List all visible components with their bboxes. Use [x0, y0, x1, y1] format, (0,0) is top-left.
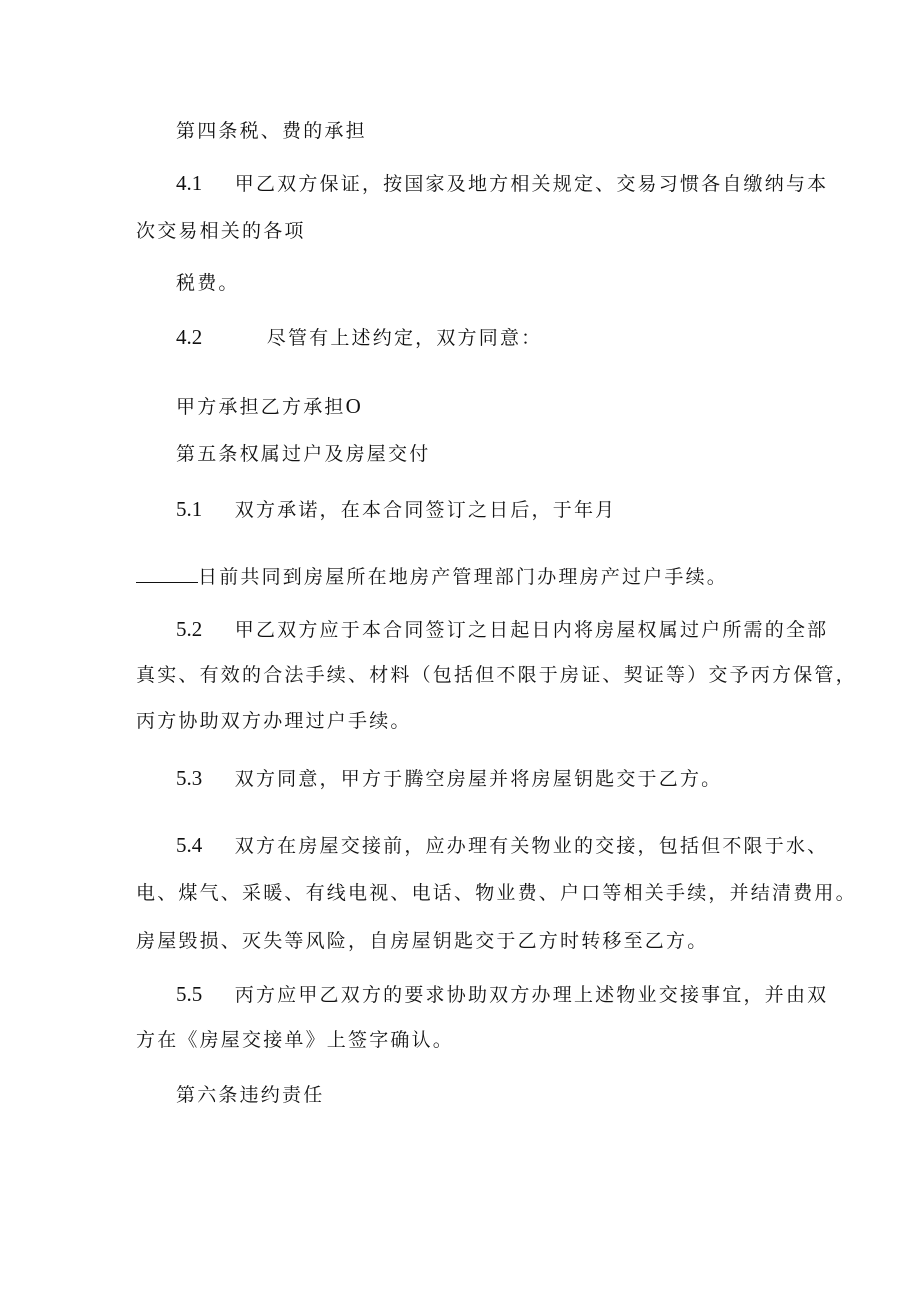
- clause-4-2: [176, 324, 542, 351]
- clause-4-1-line-1: [176, 170, 828, 197]
- clause-5-4-line-3: 房屋毁损、灭失等风险，自房屋钥匙交于乙方时转移至乙方。: [136, 930, 709, 952]
- clause-5-3: [176, 765, 722, 792]
- clause-number: 5.4: [176, 833, 203, 857]
- blank-underline: [136, 564, 198, 583]
- clause-number: 4.2: [176, 325, 203, 349]
- clause-number: 5.1: [176, 497, 203, 521]
- clause-5-2-line-3: 丙方协助双方办理过户手续。: [136, 710, 412, 732]
- clause-5-1-line-1: [176, 496, 616, 523]
- clause-text: 尽管有上述约定，双方同意：: [266, 327, 543, 349]
- clause-5-2-line-2: 真实、有效的合法手续、材料（包括但不限于房证、契证等）交予丙方保管，: [136, 664, 857, 686]
- clause-4-1-line-2: 次交易相关的各项: [136, 220, 306, 242]
- clause-text: 甲乙双方应于本合同签订之日起日内将房屋权属过户所需的全部: [234, 619, 829, 641]
- clause-5-4-line-2: 电、煤气、采暖、有线电视、电话、物业费、户口等相关手续，并结清费用。: [136, 882, 857, 904]
- clause-number: 5.3: [176, 766, 203, 790]
- clause-5-5-line-1: [176, 981, 828, 1008]
- clause-5-4-line-1: [176, 832, 828, 859]
- clause-4-1-line-3: 税费。: [176, 272, 240, 294]
- clause-text: 双方承诺，在本合同签订之日后，于年月: [234, 499, 617, 521]
- clause-5-2-line-1: [176, 616, 828, 643]
- clause-number: 5.2: [176, 617, 203, 641]
- clause-text: 丙方应甲乙双方的要求协助双方办理上述物业交接事宜，并由双: [234, 984, 829, 1006]
- clause-text: 双方同意，甲方于腾空房屋并将房屋钥匙交于乙方。: [234, 768, 723, 790]
- clause-number: 5.5: [176, 982, 203, 1006]
- clause-number: 4.1: [176, 171, 203, 195]
- clause-5-1-line-2: 日前共同到房屋所在地房产管理部门办理房产过户手续。: [136, 564, 728, 590]
- article-6-heading: 第六条违约责任: [176, 1084, 325, 1106]
- article-4-heading: 第四条税、费的承担: [176, 120, 367, 142]
- clause-text: 甲乙双方保证，按国家及地方相关规定、交易习惯各自缴纳与本: [234, 173, 829, 195]
- circle-mark: O: [345, 394, 361, 418]
- clause-5-5-line-2: 方在《房屋交接单》上签字确认。: [136, 1029, 455, 1051]
- clause-text: 双方在房屋交接前，应办理有关物业的交接，包括但不限于水、: [234, 835, 829, 857]
- article-5-heading: 第五条权属过户及房屋交付: [176, 443, 431, 465]
- clause-4-2-parties-line: 甲方承担乙方承担O: [176, 394, 361, 418]
